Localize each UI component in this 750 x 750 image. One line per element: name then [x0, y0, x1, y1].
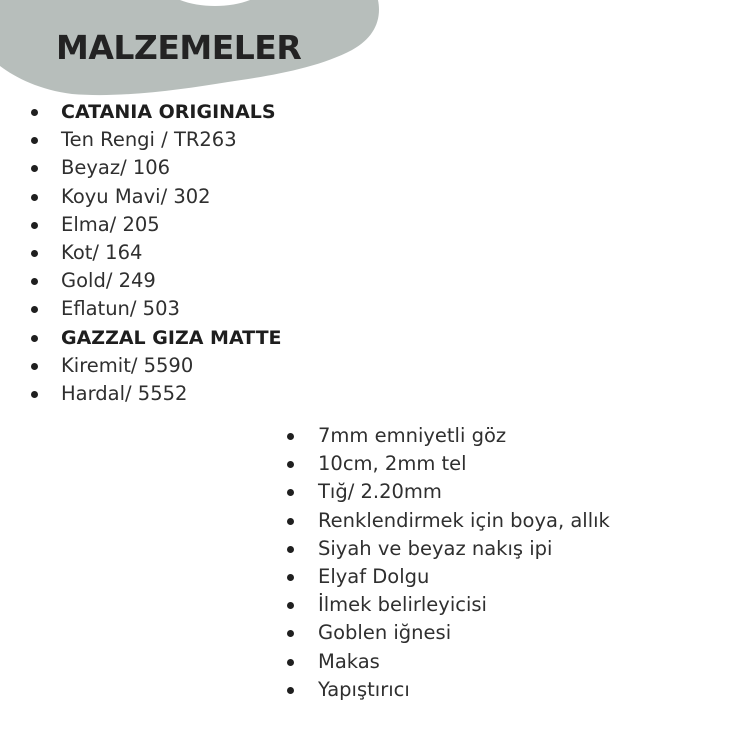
yarn-color-item	[28, 295, 282, 323]
tool-item	[282, 535, 610, 563]
yarn-item-label: Beyaz/ 106	[61, 156, 171, 180]
yarn-color-item	[28, 154, 282, 182]
yarn-item-label: Ten Rengi / TR263	[61, 128, 237, 152]
tool-item	[282, 422, 610, 450]
tool-item	[282, 478, 610, 506]
bullet-icon	[287, 518, 294, 525]
bullet-icon	[287, 546, 294, 553]
tool-item	[282, 507, 610, 535]
bullet-icon	[287, 602, 294, 609]
tool-item-label: İlmek belirleyicisi	[318, 593, 487, 617]
yarn-item-label: Gold/ 249	[61, 269, 156, 293]
yarn-item-label: Hardal/ 5552	[61, 381, 188, 405]
tool-item-label: Elyaf Dolgu	[318, 564, 430, 588]
bullet-icon	[287, 433, 294, 440]
yarn-brand-heading	[28, 324, 282, 352]
yarn-color-item	[28, 352, 282, 380]
tool-item	[282, 676, 610, 704]
yarn-color-item	[28, 380, 282, 408]
yarn-list	[28, 98, 282, 408]
yarn-item-label: Koyu Mavi/ 302	[61, 184, 211, 208]
yarn-item-label: Elma/ 205	[61, 212, 160, 236]
yarn-color-item	[28, 211, 282, 239]
yarn-item-label: Kot/ 164	[61, 240, 143, 264]
tool-item	[282, 619, 610, 647]
tool-item-label: Renklendirmek için boya, allık	[318, 508, 610, 532]
yarn-item-label: GAZZAL GIZA MATTE	[61, 326, 282, 349]
bullet-icon	[31, 335, 38, 342]
bullet-icon	[31, 222, 38, 229]
bullet-icon	[31, 250, 38, 257]
bullet-icon	[31, 165, 38, 172]
yarn-item-label: CATANIA ORIGINALS	[61, 101, 276, 123]
bullet-icon	[31, 306, 38, 313]
yarn-color-item	[28, 239, 282, 267]
tool-item	[282, 648, 610, 676]
bullet-icon	[31, 109, 38, 116]
tool-item	[282, 563, 610, 591]
tool-item	[282, 591, 610, 619]
yarn-color-item	[28, 126, 282, 154]
tool-item-label: 10cm, 2mm tel	[318, 452, 467, 476]
bullet-icon	[287, 687, 294, 694]
tool-item-label: Tığ/ 2.20mm	[318, 480, 442, 504]
bullet-icon	[287, 461, 294, 468]
bullet-icon	[287, 489, 294, 496]
yarn-color-item	[28, 267, 282, 295]
yarn-item-label: Eflatun/ 503	[61, 297, 180, 321]
bullet-icon	[31, 391, 38, 398]
bullet-icon	[287, 659, 294, 666]
bullet-icon	[31, 194, 38, 201]
yarn-brand-heading	[28, 98, 282, 126]
tool-item-label: Yapıştırıcı	[318, 677, 410, 701]
tool-item-label: 7mm emniyetli göz	[318, 424, 507, 447]
bullet-icon	[31, 278, 38, 285]
bullet-icon	[287, 630, 294, 637]
tool-item	[282, 450, 610, 478]
tool-item-label: Makas	[318, 649, 380, 673]
bullet-icon	[31, 137, 38, 144]
bullet-icon	[31, 363, 38, 370]
tool-item-label: Goblen iğnesi	[318, 621, 452, 645]
tool-item-label: Siyah ve beyaz nakış ipi	[318, 536, 553, 560]
tools-list	[282, 422, 610, 704]
page-title: MALZEMELER	[56, 28, 302, 67]
yarn-item-label: Kiremit/ 5590	[61, 353, 194, 377]
bullet-icon	[287, 574, 294, 581]
yarn-color-item	[28, 183, 282, 211]
